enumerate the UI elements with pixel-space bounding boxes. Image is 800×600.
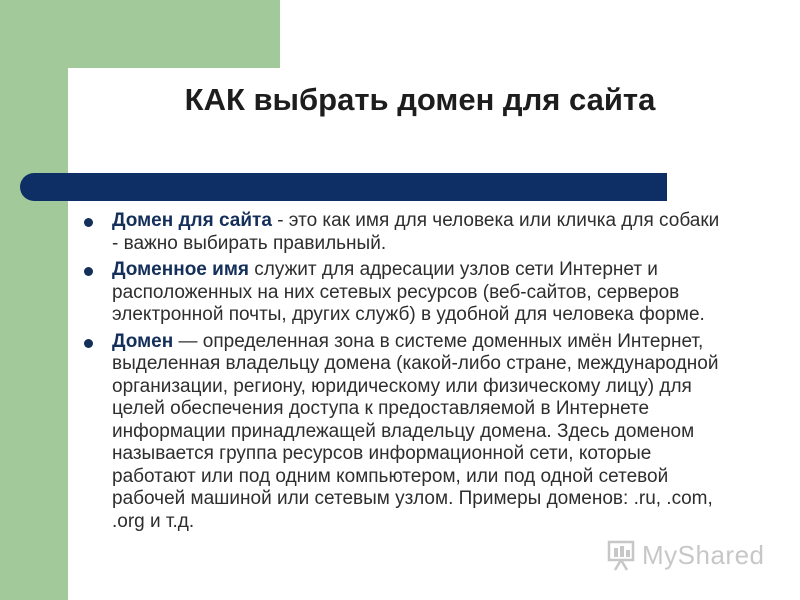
presentation-board-icon — [606, 538, 638, 572]
bullet-icon — [84, 218, 93, 227]
slide-title: КАК выбрать домен для сайта — [184, 82, 656, 117]
bullet-icon — [84, 339, 93, 348]
watermark — [606, 538, 765, 572]
bullet-list — [80, 210, 720, 537]
item-text: служит для адресации узлов сети Интернет и расположенных на них сетевых ресурсов (веб-сайтов, серверов электронной почты, других служб) в удобной для человека форме. — [112, 259, 705, 325]
bullet-icon — [84, 267, 93, 276]
item-text: — определенная зона в системе доменных имён Интернет, выделенная владельцу домена (какой-либо стране, международной организации, региону, юридическому или физическому лицу) для целей обеспечения доступа к предоставляемой в Интернете информации принадлежащей владельцу домена. Здесь доменом называется группа ресурсов информационной сети, которые работают или под одним компьютером, или под одной сетевой рабочей машиной или сетевым узлом. Примеры доменов: .ru, .com, .org и т.д. — [112, 330, 719, 532]
title-underline-bar — [20, 173, 667, 201]
item-term: Домен для сайта — [112, 210, 272, 231]
watermark-text: MyShared — [642, 539, 765, 570]
item-text: - это как имя для человека или кличка для собаки - важно выбирать правильный. — [112, 210, 720, 254]
item-term: Доменное имя — [112, 259, 249, 280]
list-item — [80, 210, 720, 255]
list-item — [80, 331, 720, 534]
list-item — [80, 259, 720, 327]
item-term: Домен — [112, 330, 174, 352]
green-strip-left — [0, 0, 68, 600]
